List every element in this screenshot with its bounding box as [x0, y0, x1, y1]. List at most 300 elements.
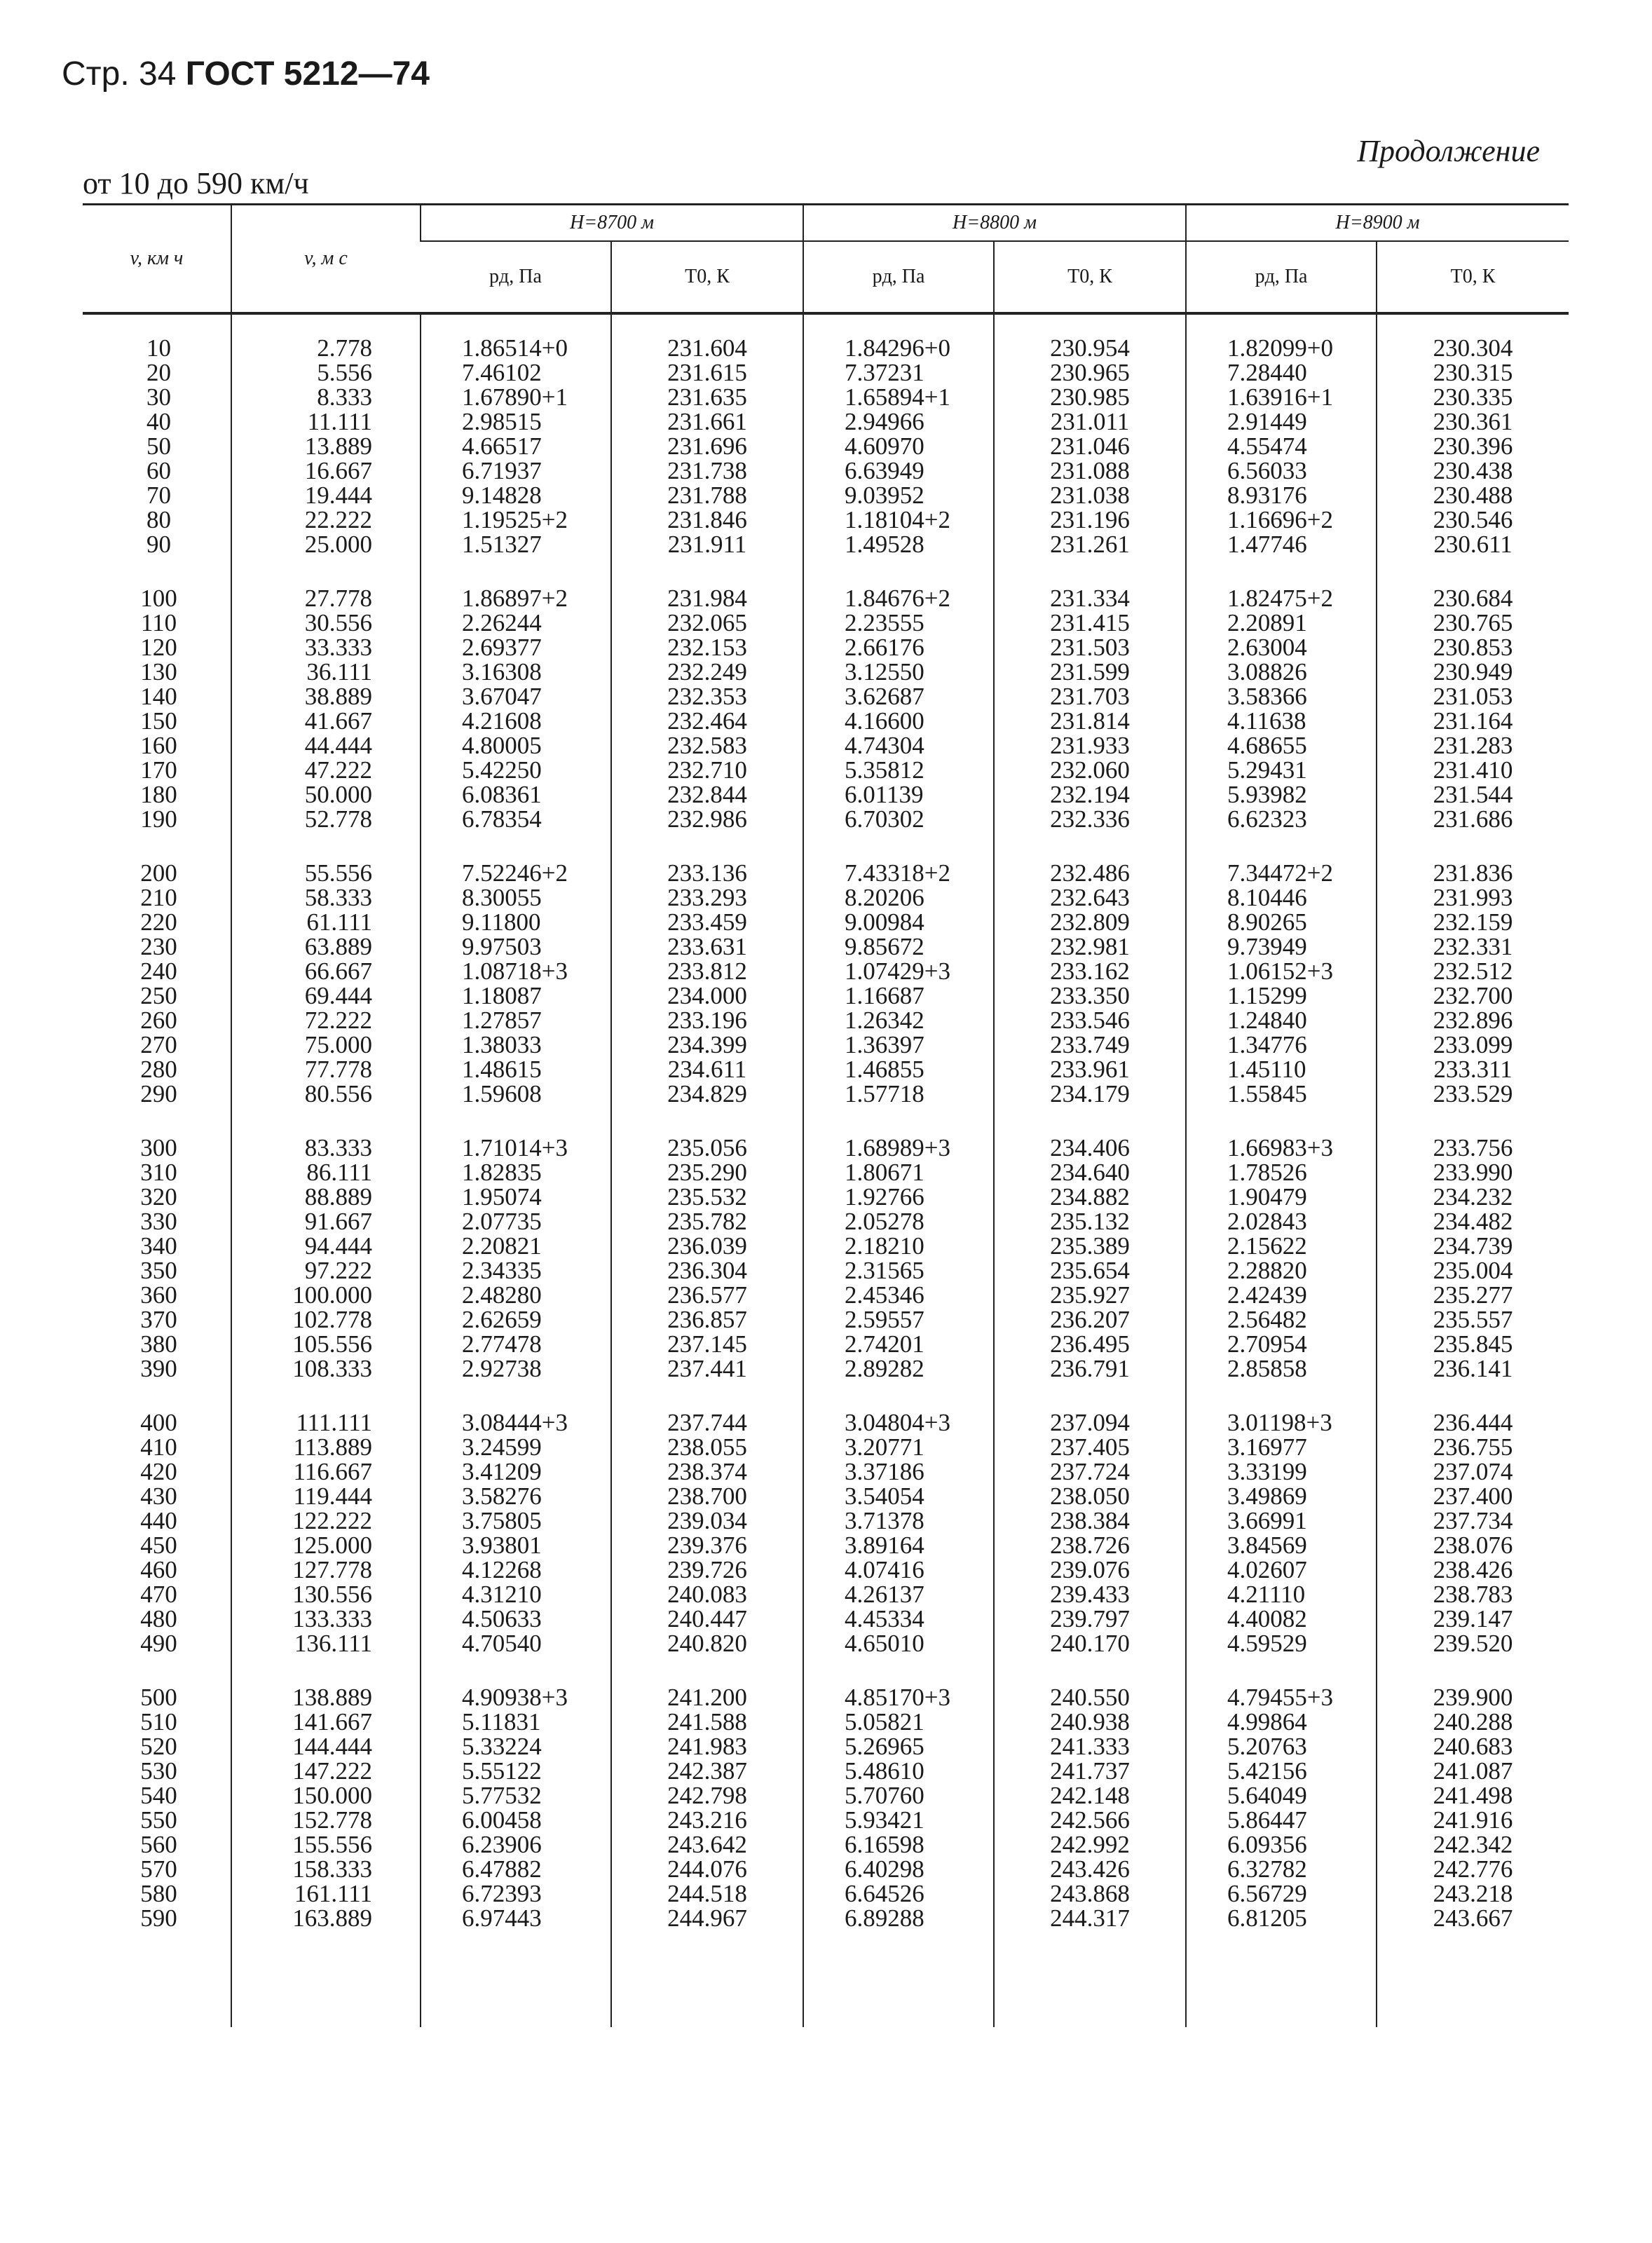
cell-temperature: 240.288 — [1377, 1710, 1569, 1734]
cell-temperature: 232.844 — [611, 782, 803, 807]
cell-pressure: 3.84569 — [1186, 1533, 1377, 1557]
cell-pressure: 4.74304 — [803, 733, 994, 758]
cell-temperature: 234.000 — [611, 983, 803, 1008]
cell-pressure: 5.70760 — [803, 1783, 994, 1808]
cell-temperature: 242.342 — [1377, 1832, 1569, 1857]
cell-speed-kmh: 370 — [140, 1306, 177, 1333]
cell-speed-kmh: 90 — [146, 531, 171, 558]
cell-speed-kmh: 250 — [140, 982, 177, 1009]
cell-temperature: 239.520 — [1377, 1631, 1569, 1656]
cell-pressure: 7.52246+2 — [421, 861, 611, 885]
cell-pressure: 2.98515 — [421, 409, 611, 434]
cell-pressure: 6.71937 — [421, 458, 611, 483]
cell-temperature: 232.896 — [1377, 1008, 1569, 1032]
cell-temperature: 234.611 — [611, 1057, 803, 1082]
cell-pressure: 4.26137 — [803, 1582, 994, 1607]
cell-speed-kmh: 160 — [140, 732, 177, 759]
table-row — [83, 1410, 1569, 1435]
table-row — [83, 684, 1569, 709]
cell-pressure: 6.72393 — [421, 1881, 611, 1906]
cell-speed-ms: 141.667 — [231, 1710, 421, 1734]
header-pressure: pд, Па — [421, 241, 611, 313]
cell-speed-kmh: 310 — [140, 1159, 177, 1186]
cell-temperature: 240.447 — [611, 1607, 803, 1631]
standard-number: ГОСТ 5212—74 — [185, 55, 430, 93]
cell-pressure: 4.79455+3 — [1186, 1685, 1377, 1710]
cell-speed-kmh: 330 — [140, 1208, 177, 1235]
cell-speed-ms: 161.111 — [231, 1881, 421, 1906]
cell-pressure: 8.30055 — [421, 885, 611, 910]
cell-pressure: 3.12550 — [803, 660, 994, 684]
cell-pressure: 2.77478 — [421, 1332, 611, 1356]
cell-temperature: 234.232 — [1377, 1185, 1569, 1209]
cell-pressure: 8.10446 — [1186, 885, 1377, 910]
cell-pressure: 3.16977 — [1186, 1435, 1377, 1459]
cell-temperature: 241.983 — [611, 1734, 803, 1759]
cell-pressure: 6.78354 — [421, 807, 611, 831]
header-temperature: T0, К — [611, 241, 803, 313]
cell-temperature: 242.387 — [611, 1759, 803, 1783]
table-row — [83, 1082, 1569, 1106]
cell-pressure: 4.16600 — [803, 709, 994, 733]
cell-pressure: 2.31565 — [803, 1258, 994, 1283]
cell-speed-ms: 75.000 — [231, 1032, 421, 1057]
cell-speed-kmh: 580 — [140, 1880, 177, 1907]
cell-speed-kmh: 10 — [146, 334, 171, 362]
cell-temperature: 232.159 — [1377, 910, 1569, 934]
cell-temperature: 230.965 — [994, 360, 1186, 385]
spacer-row — [83, 313, 1569, 336]
cell-speed-ms: 136.111 — [231, 1631, 421, 1656]
cell-pressure: 1.15299 — [1186, 983, 1377, 1008]
cell-temperature: 232.486 — [994, 861, 1186, 885]
cell-speed-kmh: 400 — [140, 1409, 177, 1436]
cell-temperature: 242.776 — [1377, 1857, 1569, 1881]
cell-speed-kmh: 490 — [140, 1630, 177, 1657]
cell-temperature: 236.141 — [1377, 1356, 1569, 1381]
cell-speed-kmh: 170 — [140, 756, 177, 784]
cell-speed-kmh: 260 — [140, 1007, 177, 1034]
table-row — [83, 1484, 1569, 1508]
cell-temperature: 230.488 — [1377, 483, 1569, 507]
cell-temperature: 231.196 — [994, 507, 1186, 532]
cell-pressure: 1.95074 — [421, 1185, 611, 1209]
cell-speed-kmh: 150 — [140, 707, 177, 735]
cell-pressure: 5.42250 — [421, 758, 611, 782]
cell-speed-ms: 119.444 — [231, 1484, 421, 1508]
cell-temperature: 240.938 — [994, 1710, 1186, 1734]
cell-speed-kmh: 40 — [146, 408, 171, 435]
cell-pressure: 3.04804+3 — [803, 1410, 994, 1435]
cell-pressure: 1.16687 — [803, 983, 994, 1008]
cell-pressure: 4.31210 — [421, 1582, 611, 1607]
cell-pressure: 1.68989+3 — [803, 1136, 994, 1160]
table-row — [83, 1832, 1569, 1857]
table-row — [83, 1685, 1569, 1710]
cell-temperature: 243.667 — [1377, 1906, 1569, 1930]
cell-temperature: 239.147 — [1377, 1607, 1569, 1631]
cell-pressure: 4.65010 — [803, 1631, 994, 1656]
cell-pressure: 1.82475+2 — [1186, 586, 1377, 611]
table-row — [83, 483, 1569, 507]
cell-pressure: 8.90265 — [1186, 910, 1377, 934]
table-row — [83, 434, 1569, 458]
cell-pressure: 2.42439 — [1186, 1283, 1377, 1307]
cell-temperature: 230.546 — [1377, 507, 1569, 532]
cell-speed-ms: 97.222 — [231, 1258, 421, 1283]
cell-temperature: 238.050 — [994, 1484, 1186, 1508]
cell-speed-kmh: 110 — [140, 609, 177, 636]
cell-pressure: 2.07735 — [421, 1209, 611, 1234]
cell-temperature: 241.916 — [1377, 1808, 1569, 1832]
cell-speed-kmh: 230 — [140, 933, 177, 960]
table-row — [83, 1185, 1569, 1209]
cell-pressure: 3.58276 — [421, 1484, 611, 1508]
cell-pressure: 1.19525+2 — [421, 507, 611, 532]
cell-pressure: 2.66176 — [803, 635, 994, 660]
continuation-label: Продолжение — [1357, 134, 1540, 168]
cell-temperature: 238.783 — [1377, 1582, 1569, 1607]
cell-pressure: 1.55845 — [1186, 1082, 1377, 1106]
header-altitude-8700: H=8700 м — [421, 205, 803, 242]
cell-temperature: 241.498 — [1377, 1783, 1569, 1808]
table-row — [83, 758, 1569, 782]
cell-speed-ms: 58.333 — [231, 885, 421, 910]
cell-pressure: 2.05278 — [803, 1209, 994, 1234]
cell-pressure: 3.66991 — [1186, 1508, 1377, 1533]
cell-pressure: 1.82835 — [421, 1160, 611, 1185]
cell-temperature: 233.756 — [1377, 1136, 1569, 1160]
cell-temperature: 237.734 — [1377, 1508, 1569, 1533]
cell-temperature: 235.782 — [611, 1209, 803, 1234]
cell-temperature: 230.853 — [1377, 635, 1569, 660]
cell-pressure: 4.99864 — [1186, 1710, 1377, 1734]
cell-temperature: 233.529 — [1377, 1082, 1569, 1106]
cell-temperature: 231.046 — [994, 434, 1186, 458]
cell-temperature: 235.290 — [611, 1160, 803, 1185]
cell-speed-ms: 47.222 — [231, 758, 421, 782]
cell-temperature: 236.755 — [1377, 1435, 1569, 1459]
cell-pressure: 2.26244 — [421, 611, 611, 635]
cell-pressure: 1.18087 — [421, 983, 611, 1008]
cell-pressure: 1.86897+2 — [421, 586, 611, 611]
cell-speed-kmh: 340 — [140, 1232, 177, 1260]
cell-pressure: 3.54054 — [803, 1484, 994, 1508]
cell-temperature: 233.990 — [1377, 1160, 1569, 1185]
cell-pressure: 4.45334 — [803, 1607, 994, 1631]
spacer-row — [83, 1656, 1569, 1685]
cell-temperature: 237.724 — [994, 1459, 1186, 1484]
table-row — [83, 1032, 1569, 1057]
cell-speed-ms: 63.889 — [231, 934, 421, 959]
cell-speed-ms: 102.778 — [231, 1307, 421, 1332]
cell-pressure: 4.55474 — [1186, 434, 1377, 458]
cell-speed-ms: 16.667 — [231, 458, 421, 483]
data-table-container — [83, 203, 1539, 2096]
cell-pressure: 1.27857 — [421, 1008, 611, 1032]
cell-temperature: 232.710 — [611, 758, 803, 782]
cell-temperature: 231.038 — [994, 483, 1186, 507]
cell-speed-ms: 158.333 — [231, 1857, 421, 1881]
cell-pressure: 2.92738 — [421, 1356, 611, 1381]
cell-temperature: 242.798 — [611, 1783, 803, 1808]
cell-temperature: 239.900 — [1377, 1685, 1569, 1710]
cell-temperature: 231.814 — [994, 709, 1186, 733]
cell-pressure: 1.86514+0 — [421, 336, 611, 360]
cell-pressure: 1.49528 — [803, 532, 994, 557]
cell-pressure: 6.97443 — [421, 1906, 611, 1930]
cell-speed-kmh: 540 — [140, 1782, 177, 1809]
data-table — [83, 203, 1569, 2027]
cell-temperature: 232.700 — [1377, 983, 1569, 1008]
table-row — [83, 1209, 1569, 1234]
cell-pressure: 5.26965 — [803, 1734, 994, 1759]
table-row — [83, 1734, 1569, 1759]
cell-pressure: 6.00458 — [421, 1808, 611, 1832]
cell-temperature: 236.304 — [611, 1258, 803, 1283]
cell-pressure: 4.21110 — [1186, 1582, 1377, 1607]
cell-speed-ms: 138.889 — [231, 1685, 421, 1710]
cell-pressure: 3.49869 — [1186, 1484, 1377, 1508]
cell-temperature: 236.791 — [994, 1356, 1186, 1381]
cell-temperature: 231.415 — [994, 611, 1186, 635]
cell-temperature: 231.088 — [994, 458, 1186, 483]
cell-speed-kmh: 290 — [140, 1080, 177, 1107]
cell-speed-ms: 130.556 — [231, 1582, 421, 1607]
cell-speed-ms: 41.667 — [231, 709, 421, 733]
cell-temperature: 238.374 — [611, 1459, 803, 1484]
cell-speed-kmh: 520 — [140, 1733, 177, 1760]
cell-speed-ms: 127.778 — [231, 1557, 421, 1582]
cell-temperature: 231.686 — [1377, 807, 1569, 831]
cell-temperature: 231.053 — [1377, 684, 1569, 709]
table-row — [83, 1857, 1569, 1881]
cell-pressure: 1.63916+1 — [1186, 385, 1377, 409]
table-row — [83, 1759, 1569, 1783]
cell-pressure: 5.29431 — [1186, 758, 1377, 782]
cell-temperature: 231.599 — [994, 660, 1186, 684]
table-row — [83, 861, 1569, 885]
cell-temperature: 244.317 — [994, 1906, 1186, 1930]
cell-temperature: 233.812 — [611, 959, 803, 983]
cell-pressure: 3.75805 — [421, 1508, 611, 1533]
cell-temperature: 232.809 — [994, 910, 1186, 934]
cell-temperature: 236.207 — [994, 1307, 1186, 1332]
cell-temperature: 231.703 — [994, 684, 1186, 709]
cell-pressure: 7.37231 — [803, 360, 994, 385]
spacer-row — [83, 557, 1569, 586]
cell-speed-kmh: 440 — [140, 1507, 177, 1534]
cell-speed-ms: 8.333 — [231, 385, 421, 409]
cell-speed-ms: 30.556 — [231, 611, 421, 635]
cell-pressure: 5.20763 — [1186, 1734, 1377, 1759]
header-temperature: T0, К — [994, 241, 1186, 313]
cell-speed-ms: 77.778 — [231, 1057, 421, 1082]
cell-pressure: 1.67890+1 — [421, 385, 611, 409]
cell-temperature: 233.459 — [611, 910, 803, 934]
table-row — [83, 1136, 1569, 1160]
table-row — [83, 910, 1569, 934]
cell-pressure: 4.02607 — [1186, 1557, 1377, 1582]
cell-temperature: 235.132 — [994, 1209, 1186, 1234]
cell-pressure: 5.77532 — [421, 1783, 611, 1808]
cell-temperature: 233.293 — [611, 885, 803, 910]
cell-temperature: 231.011 — [994, 409, 1186, 434]
cell-pressure: 5.11831 — [421, 1710, 611, 1734]
cell-pressure: 5.93421 — [803, 1808, 994, 1832]
cell-speed-kmh: 430 — [140, 1482, 177, 1510]
cell-pressure: 7.43318+2 — [803, 861, 994, 885]
spacer-row — [83, 1381, 1569, 1410]
cell-speed-ms: 36.111 — [231, 660, 421, 684]
table-row — [83, 1332, 1569, 1356]
cell-pressure: 5.55122 — [421, 1759, 611, 1783]
cell-temperature: 240.683 — [1377, 1734, 1569, 1759]
cell-speed-kmh: 350 — [140, 1257, 177, 1284]
cell-pressure: 1.16696+2 — [1186, 507, 1377, 532]
cell-speed-kmh: 220 — [140, 908, 177, 936]
cell-speed-kmh: 80 — [146, 506, 171, 533]
cell-pressure: 2.62659 — [421, 1307, 611, 1332]
cell-temperature: 237.441 — [611, 1356, 803, 1381]
cell-temperature: 238.384 — [994, 1508, 1186, 1533]
cell-speed-kmh: 500 — [140, 1684, 177, 1711]
cell-pressure: 2.59557 — [803, 1307, 994, 1332]
table-row — [83, 959, 1569, 983]
cell-speed-kmh: 200 — [140, 859, 177, 887]
cell-temperature: 232.583 — [611, 733, 803, 758]
table-row — [83, 409, 1569, 434]
cell-speed-kmh: 450 — [140, 1532, 177, 1559]
cell-temperature: 231.788 — [611, 483, 803, 507]
cell-speed-kmh: 590 — [140, 1904, 177, 1932]
cell-temperature: 234.829 — [611, 1082, 803, 1106]
table-row — [83, 1283, 1569, 1307]
cell-pressure: 4.60970 — [803, 434, 994, 458]
cell-pressure: 2.20891 — [1186, 611, 1377, 635]
cell-temperature: 231.846 — [611, 507, 803, 532]
cell-pressure: 6.64526 — [803, 1881, 994, 1906]
cell-speed-ms: 111.111 — [231, 1410, 421, 1435]
table-row — [83, 1008, 1569, 1032]
cell-temperature: 235.532 — [611, 1185, 803, 1209]
cell-pressure: 3.08826 — [1186, 660, 1377, 684]
cell-pressure: 1.26342 — [803, 1008, 994, 1032]
cell-temperature: 236.857 — [611, 1307, 803, 1332]
cell-pressure: 3.58366 — [1186, 684, 1377, 709]
cell-speed-ms: 94.444 — [231, 1234, 421, 1258]
cell-temperature: 231.696 — [611, 434, 803, 458]
cell-temperature: 233.099 — [1377, 1032, 1569, 1057]
cell-pressure: 6.16598 — [803, 1832, 994, 1857]
cell-temperature: 233.196 — [611, 1008, 803, 1032]
cell-temperature: 230.335 — [1377, 385, 1569, 409]
cell-temperature: 234.399 — [611, 1032, 803, 1057]
cell-speed-ms: 152.778 — [231, 1808, 421, 1832]
cell-temperature: 231.544 — [1377, 782, 1569, 807]
cell-speed-ms: 52.778 — [231, 807, 421, 831]
cell-pressure: 7.46102 — [421, 360, 611, 385]
cell-temperature: 233.136 — [611, 861, 803, 885]
cell-temperature: 243.868 — [994, 1881, 1186, 1906]
cell-temperature: 235.277 — [1377, 1283, 1569, 1307]
cell-pressure: 2.63004 — [1186, 635, 1377, 660]
cell-temperature: 238.726 — [994, 1533, 1186, 1557]
cell-speed-kmh: 50 — [146, 432, 171, 460]
cell-pressure: 6.47882 — [421, 1857, 611, 1881]
cell-pressure: 2.89282 — [803, 1356, 994, 1381]
cell-pressure: 1.80671 — [803, 1160, 994, 1185]
cell-speed-kmh: 180 — [140, 781, 177, 808]
cell-temperature: 230.361 — [1377, 409, 1569, 434]
table-row — [83, 1258, 1569, 1283]
cell-speed-ms: 86.111 — [231, 1160, 421, 1185]
cell-speed-kmh: 360 — [140, 1281, 177, 1309]
cell-pressure: 1.18104+2 — [803, 507, 994, 532]
cell-temperature: 230.954 — [994, 336, 1186, 360]
cell-temperature: 231.911 — [611, 532, 803, 557]
cell-speed-kmh: 480 — [140, 1605, 177, 1632]
cell-temperature: 241.737 — [994, 1759, 1186, 1783]
cell-temperature: 231.615 — [611, 360, 803, 385]
cell-temperature: 236.039 — [611, 1234, 803, 1258]
cell-temperature: 234.179 — [994, 1082, 1186, 1106]
cell-pressure: 4.21608 — [421, 709, 611, 733]
cell-pressure: 3.33199 — [1186, 1459, 1377, 1484]
cell-pressure: 9.11800 — [421, 910, 611, 934]
cell-temperature: 239.726 — [611, 1557, 803, 1582]
cell-temperature: 230.396 — [1377, 434, 1569, 458]
table-row — [83, 1631, 1569, 1656]
cell-speed-ms: 155.556 — [231, 1832, 421, 1857]
cell-pressure: 6.08361 — [421, 782, 611, 807]
cell-speed-kmh: 240 — [140, 957, 177, 985]
cell-pressure: 6.23906 — [421, 1832, 611, 1857]
table-body — [83, 313, 1569, 2027]
cell-speed-kmh: 390 — [140, 1355, 177, 1382]
header-speed-kmh: v, км ч — [83, 205, 231, 314]
cell-pressure: 1.48615 — [421, 1057, 611, 1082]
cell-pressure: 2.15622 — [1186, 1234, 1377, 1258]
cell-pressure: 4.11638 — [1186, 709, 1377, 733]
cell-temperature: 244.967 — [611, 1906, 803, 1930]
cell-pressure: 9.97503 — [421, 934, 611, 959]
cell-speed-ms: 133.333 — [231, 1607, 421, 1631]
cell-pressure: 4.66517 — [421, 434, 611, 458]
cell-pressure: 3.71378 — [803, 1508, 994, 1533]
cell-pressure: 2.34335 — [421, 1258, 611, 1283]
cell-speed-ms: 88.889 — [231, 1185, 421, 1209]
cell-temperature: 243.216 — [611, 1808, 803, 1832]
cell-temperature: 231.283 — [1377, 733, 1569, 758]
cell-temperature: 231.933 — [994, 733, 1186, 758]
cell-pressure: 4.07416 — [803, 1557, 994, 1582]
cell-speed-ms: 38.889 — [231, 684, 421, 709]
cell-pressure: 4.68655 — [1186, 733, 1377, 758]
cell-pressure: 4.12268 — [421, 1557, 611, 1582]
cell-temperature: 232.643 — [994, 885, 1186, 910]
cell-temperature: 231.261 — [994, 532, 1186, 557]
cell-speed-ms: 69.444 — [231, 983, 421, 1008]
header-pressure: pд, Па — [803, 241, 994, 313]
cell-temperature: 235.845 — [1377, 1332, 1569, 1356]
cell-temperature: 236.444 — [1377, 1410, 1569, 1435]
cell-temperature: 231.661 — [611, 409, 803, 434]
cell-pressure: 6.63949 — [803, 458, 994, 483]
cell-pressure: 7.28440 — [1186, 360, 1377, 385]
cell-pressure: 2.94966 — [803, 409, 994, 434]
cell-speed-kmh: 70 — [146, 482, 171, 509]
